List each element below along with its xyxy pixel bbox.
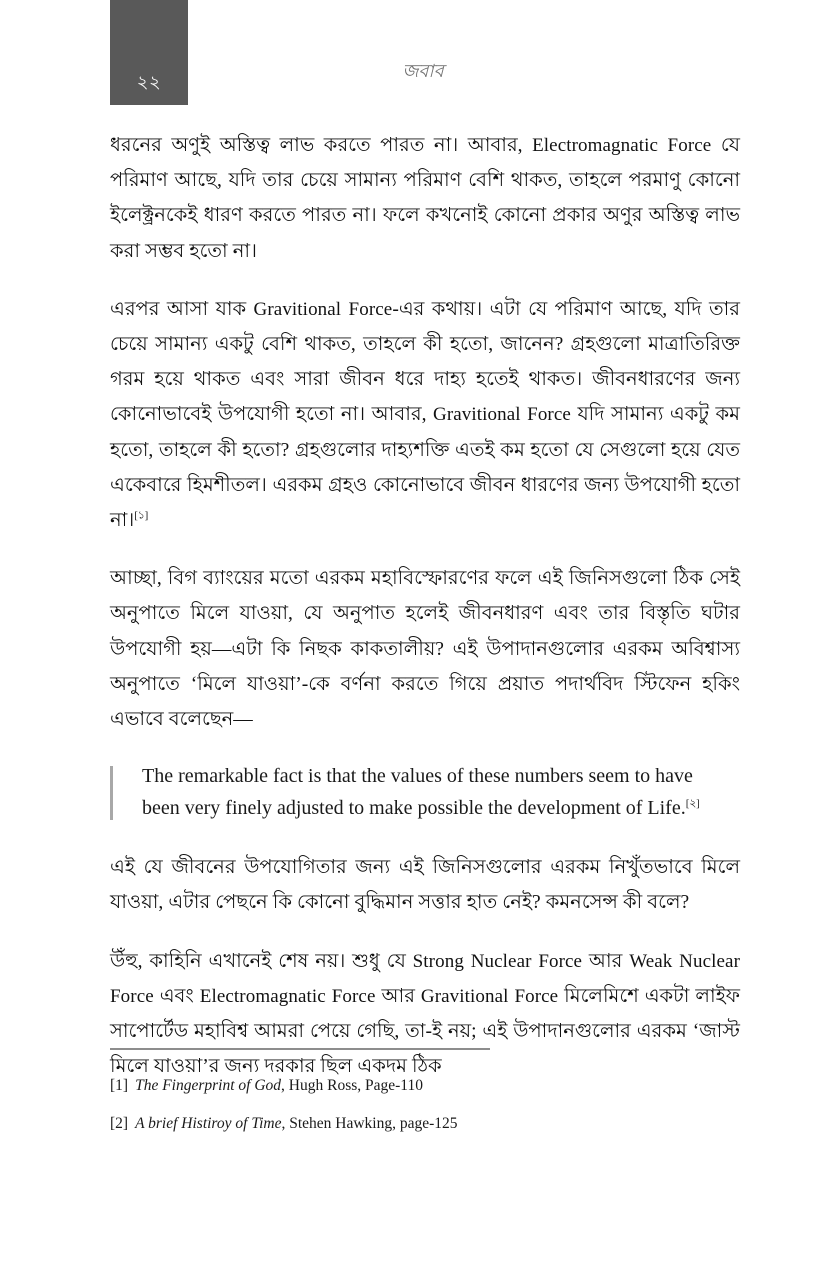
footnote-marker[interactable]: [১] bbox=[134, 509, 149, 522]
page-number-box bbox=[110, 0, 188, 105]
inline-english-term: Gravitional Force bbox=[420, 985, 559, 1007]
blockquote bbox=[110, 760, 740, 824]
inline-bengali-text: এই যে জীবনের উপযোগিতার জন্য এই জিনিসগুলোর এরকম নিখুঁতভাবে মিলে যাওয়া, এটার পেছনে কি কোনো বুদ্ধিমান সত্তার হাত নেই? কমনসেন্স কী বলে? bbox=[110, 857, 740, 914]
inline-bengali-text: এবং bbox=[153, 985, 200, 1007]
footnote-separator bbox=[110, 1048, 490, 1050]
footnote-detail: , Stehen Hawking, page-125 bbox=[281, 1115, 458, 1132]
footnote-number: [1] bbox=[110, 1077, 129, 1094]
footnote-number: [2] bbox=[110, 1115, 129, 1132]
inline-bengali-text: আর bbox=[582, 950, 630, 972]
footnote-item bbox=[110, 1076, 740, 1096]
body-paragraph bbox=[110, 128, 740, 269]
inline-english-term: Electromagnatic Force bbox=[199, 985, 376, 1007]
inline-bengali-text: আর bbox=[375, 985, 421, 1007]
footnote-title: The Fingerprint of God bbox=[135, 1077, 282, 1094]
inline-bengali-text: উঁহু, কাহিনি এখানেই শেষ নয়। শুধু যে bbox=[110, 950, 413, 972]
page-header bbox=[0, 0, 822, 106]
inline-bengali-text: যদি সামান্য একটু কম হতো, তাহলে কী হতো? গ্রহগুলোর দাহ্যশক্তি এতই কম হতো যে সেগুলো হয়ে যেত একেবারে হিমশীতল। এরকম গ্রহও কোনোভাবে জীবন ধারণের জন্য উপযোগী হতো না। bbox=[110, 404, 740, 532]
text-column bbox=[110, 128, 740, 1084]
footnote-title: A brief Histiroy of Time bbox=[135, 1115, 282, 1132]
inline-bengali-text: মিলেমিশে একটা লাইফ সাপোর্টেড মহাবিশ্ব আমরা পেয়ে গেছি, তা-ই নয়; এই উপাদানগুলোর এরকম ‘জাস্ট মিলে যাওয়া’র জন্য দরকার ছিল একদম ঠিক bbox=[110, 985, 740, 1078]
quote-body: The remarkable fact is that the values of these numbers seem to have been very finely adjusted to make possible the development of Life. bbox=[142, 765, 693, 820]
blockquote-bar bbox=[110, 766, 113, 820]
running-title: জবাব bbox=[402, 61, 444, 81]
inline-english-term: Electromagnatic Force bbox=[532, 135, 712, 156]
body-paragraph bbox=[110, 850, 740, 920]
body-paragraph bbox=[110, 561, 740, 737]
blockquote-text bbox=[142, 760, 732, 824]
inline-bengali-text: আচ্ছা, বিগ ব্যাংয়ের মতো এরকম মহাবিস্ফোরণের ফলে এই জিনিসগুলো ঠিক সেই অনুপাতে মিলে যাওয়া, যে অনুপাত হলেই জীবনধারণ এবং তার বিস্তৃতি ঘটার উপযোগী হয়—এটা কি নিছক কাকতালীয়? এই উপাদানগুলোর এরকম অবিশ্বাস্য অনুপাতে ‘মিলে যাওয়া’-কে বর্ণনা করতে গিয়ে প্রয়াত পদার্থবিদ স্টিফেন হকিং এভাবে বলেছেন— bbox=[110, 568, 740, 731]
inline-bengali-text: -এর কথায়। এটা যে পরিমাণ আছে, যদি তার চেয়ে সামান্য একটু বেশি থাকত, তাহলে কী হতো, জানেন? গ্রহগুলো মাত্রাতিরিক্ত গরম হয়ে থাকত এবং সারা জীবন ধরে দাহ্য হতেই থাকত। জীবনধারণের জন্য কোনোভাবেই উপযোগী হতো না। আবার, bbox=[110, 298, 740, 426]
footnote-item bbox=[110, 1114, 740, 1134]
footnote-marker[interactable]: [২] bbox=[685, 797, 700, 810]
inline-english-term: Strong Nuclear Force bbox=[412, 950, 583, 972]
page-number: ২২ bbox=[136, 72, 162, 92]
inline-english-term: Gravitional Force bbox=[253, 298, 393, 320]
inline-english-term: Gravitional Force bbox=[433, 404, 571, 426]
inline-english-term: Weak Nuclear Force bbox=[110, 950, 740, 1007]
inline-bengali-text: ধরনের অণুই অস্তিত্ব লাভ করতে পারত না। আবার, bbox=[110, 135, 533, 156]
body-paragraph bbox=[110, 292, 740, 538]
inline-bengali-text: এরপর আসা যাক bbox=[110, 298, 254, 320]
footnote-section bbox=[110, 1048, 740, 1152]
footnote-detail: , Hugh Ross, Page-110 bbox=[281, 1077, 423, 1094]
inline-bengali-text: যে পরিমাণ আছে, যদি তার চেয়ে সামান্য পরিমাণ বেশি থাকত, তাহলে পরমাণু কোনো ইলেক্ট্রনকেই ধারণ করতে পারত না। ফলে কখনোই কোনো প্রকার অণুর অস্তিত্ব লাভ করা সম্ভব হতো না। bbox=[110, 135, 740, 262]
